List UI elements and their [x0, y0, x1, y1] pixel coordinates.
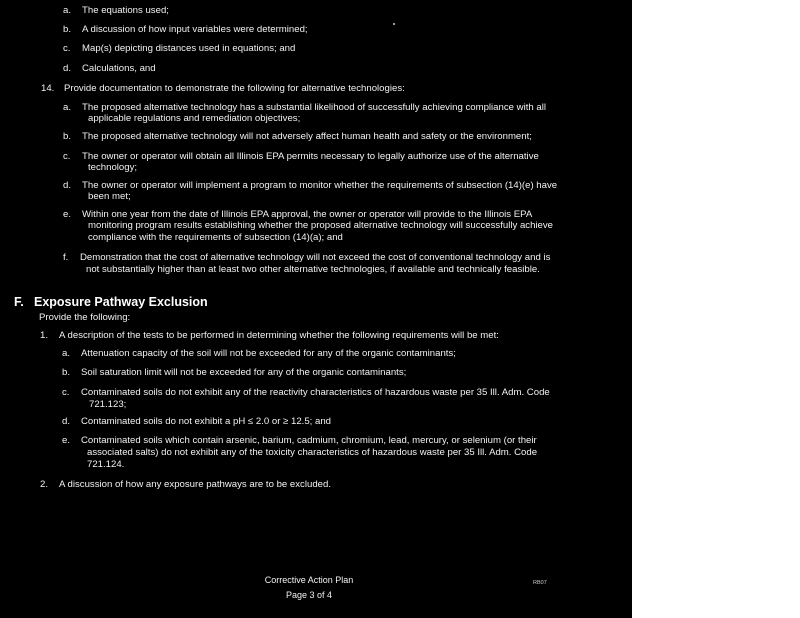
subitem-text: compliance with the requirements of subsection (14)(a); and	[88, 232, 343, 243]
subitem-text: associated salts) do not exhibit any of the toxicity characteristics of hazardous waste per 35 Ill. Adm. Code	[87, 447, 538, 458]
subitem-text: The proposed alternative technology will not adversely affect human health and safety or the environment;	[82, 131, 532, 142]
subitem-marker: b.	[63, 131, 72, 142]
list-item-marker: c.	[63, 43, 71, 54]
scan-speck	[393, 23, 395, 25]
subitem-marker: f.	[63, 252, 69, 263]
list-item-marker: d.	[63, 63, 72, 74]
footer-title: Corrective Action Plan	[264, 575, 354, 585]
subitem-text: been met;	[88, 191, 131, 202]
form-code: RB07	[533, 580, 547, 586]
subitem-marker: e.	[62, 435, 71, 446]
subitem-text: Demonstration that the cost of alternative technology will not exceed the cost of conventional technology and is	[80, 252, 551, 263]
item-14-marker: 14.	[41, 83, 55, 94]
subitem-text: not substantially higher than at least two other alternative technologies, if available and technically feasible.	[86, 264, 540, 275]
section-f-title: Exposure Pathway Exclusion	[34, 295, 208, 309]
subitem-text: Attenuation capacity of the soil will not be exceeded for any of the organic contaminants;	[81, 348, 456, 359]
list-item-text: The equations used;	[82, 5, 169, 16]
subitem-text: technology;	[88, 162, 138, 173]
subitem-marker: d.	[63, 180, 72, 191]
item-1-marker: 1.	[40, 330, 49, 341]
subitem-marker: b.	[62, 367, 71, 378]
subitem-marker: d.	[62, 416, 71, 427]
item-2-text: A discussion of how any exposure pathways are to be excluded.	[59, 479, 331, 490]
subitem-text: 721.123;	[89, 399, 127, 410]
subitem-text: monitoring program results establishing whether the proposed alternative technology will successfully achieve	[88, 220, 554, 231]
subitem-text: Contaminated soils do not exhibit a pH ≤ 2.0 or ≥ 12.5; and	[81, 416, 331, 427]
item-2-marker: 2.	[40, 479, 49, 490]
subitem-text: The owner or operator will obtain all Illinois EPA permits necessary to legally authorize use of the alternative	[82, 151, 539, 162]
list-item-text: A discussion of how input variables were determined;	[82, 24, 308, 35]
subitem-marker: e.	[63, 209, 72, 220]
list-item-text: Map(s) depicting distances used in equations; and	[82, 43, 296, 54]
subitem-marker: a.	[63, 102, 72, 113]
list-item-marker: b.	[63, 24, 72, 35]
subitem-text: 721.124.	[87, 459, 125, 470]
section-f-intro: Provide the following:	[39, 312, 131, 323]
subitem-marker: c.	[63, 151, 71, 162]
subitem-marker: c.	[62, 387, 70, 398]
item-14-text: Provide documentation to demonstrate the following for alternative technologies:	[64, 83, 405, 94]
item-1-text: A description of the tests to be performed in determining whether the following requirements will be met:	[59, 330, 499, 341]
subitem-text: Within one year from the date of Illinois EPA approval, the owner or operator will provide to the Illinois EPA	[82, 209, 533, 220]
footer-page-number: Page 3 of 4	[285, 590, 333, 600]
subitem-text: Contaminated soils which contain arsenic, barium, cadmium, chromium, lead, mercury, or selenium (or their	[81, 435, 537, 446]
subitem-text: applicable regulations and remediation objectives;	[88, 113, 301, 124]
section-f-marker: F.	[14, 295, 24, 309]
list-item-text: Calculations, and	[82, 63, 156, 74]
subitem-text: The proposed alternative technology has a substantial likelihood of successfully achieving compliance with all	[82, 102, 546, 113]
subitem-marker: a.	[62, 348, 71, 359]
subitem-text: The owner or operator will implement a program to monitor whether the requirements of subsection (14)(e) have	[82, 180, 558, 191]
subitem-text: Soil saturation limit will not be exceeded for any of the organic contaminants;	[81, 367, 407, 378]
subitem-text: Contaminated soils do not exhibit any of the reactivity characteristics of hazardous waste per 35 Ill. Adm. Code	[81, 387, 550, 398]
list-item-marker: a.	[63, 5, 72, 16]
